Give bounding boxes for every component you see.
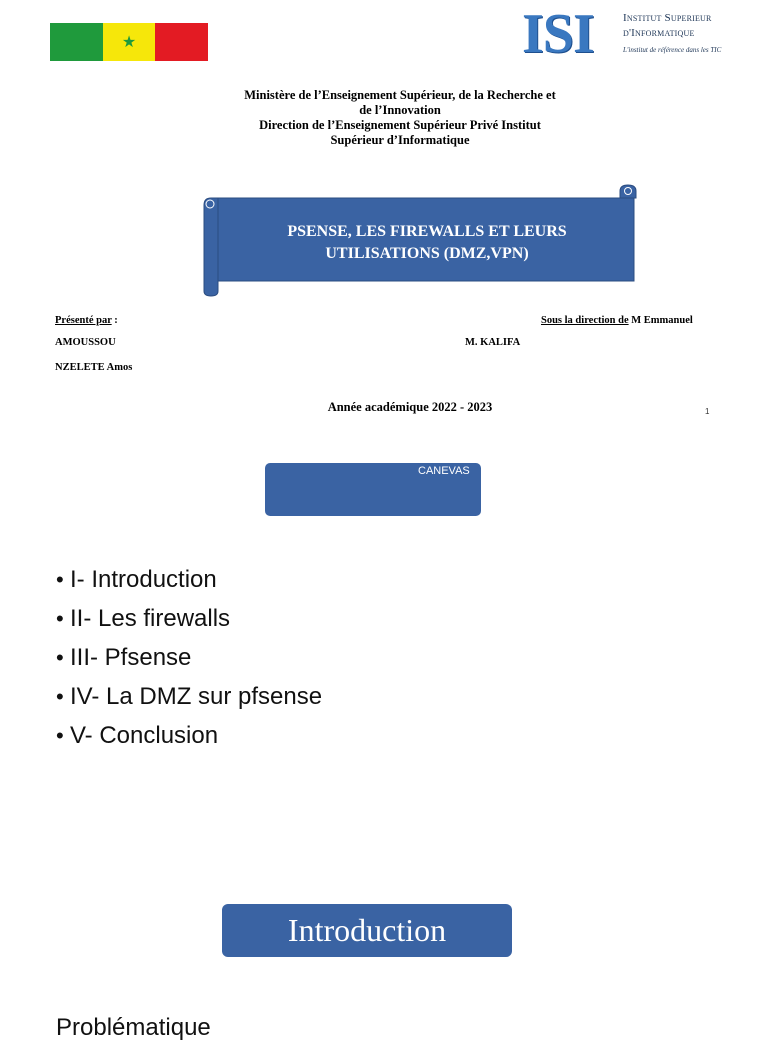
document-title [218,221,636,265]
presented-by-colon: : [111,315,118,326]
presenter-name-1: AMOUSSOU [55,337,116,348]
outline-item [56,599,322,638]
academic-year: Année académique 2022 - 2023 [327,400,493,414]
bullet: • [56,645,64,670]
presenter-name-2: NZELETE Amos [55,362,133,373]
outline-item [56,716,322,755]
title-banner [200,183,640,298]
isi-logo [522,3,752,65]
outline-item-text: IV- La DMZ sur pfsense [70,683,323,710]
presented-by-label: Présenté par [55,315,112,326]
presented-by [55,314,118,327]
ministry-line1: Ministère de l’Enseignement Supérieur, de la Recherche et [244,88,556,102]
outline-item-text: III- Pfsense [70,644,192,671]
canevas-label: CANEVAS [418,465,470,477]
bullet: • [56,684,64,709]
flag-red-stripe [155,23,208,61]
logo-tagline: L'institut de référence dans les TIC [623,46,722,54]
outline-item [56,638,322,677]
bullet: • [56,567,64,592]
canevas-box [265,463,481,516]
logo-mark: ISI [522,3,594,65]
star-icon: ★ [121,32,137,51]
supervised-by-label: Sous la direction de [541,315,629,326]
outline-item-text: V- Conclusion [70,722,219,749]
logo-name-line2: d'Informatique [623,27,695,39]
flag-yellow-stripe [103,23,156,61]
senegal-flag [50,23,208,61]
ministry-heading [210,88,590,148]
title-line1: PSENSE, LES FIREWALLS ET LEURS [287,223,567,240]
bullet: • [56,723,64,748]
cut-off-text: Problématique [56,1014,211,1041]
introduction-heading: Introduction [222,904,512,957]
outline-item [56,560,322,599]
title-line2: UTILISATIONS (DMZ,VPN) [325,245,529,262]
outline-item [56,677,322,716]
outline-item-text: II- Les firewalls [70,605,231,632]
bullet: • [56,606,64,631]
supervisor-name-2: M. KALIFA [465,337,521,348]
ministry-line2: de l’Innovation [359,103,441,117]
logo-name-line1: Institut Superieur [623,12,712,24]
page-number: 1 [705,407,710,416]
ministry-line3: Direction de l’Enseignement Supérieur Privé Institut [259,118,541,132]
outline-list [56,560,322,755]
supervised-by [541,314,693,327]
outline-item-text: I- Introduction [70,566,217,593]
logo-name [623,11,712,41]
flag-green-stripe [50,23,103,61]
supervisor-name-1: M Emmanuel [628,315,693,326]
ministry-line4: Supérieur d’Informatique [330,133,470,147]
